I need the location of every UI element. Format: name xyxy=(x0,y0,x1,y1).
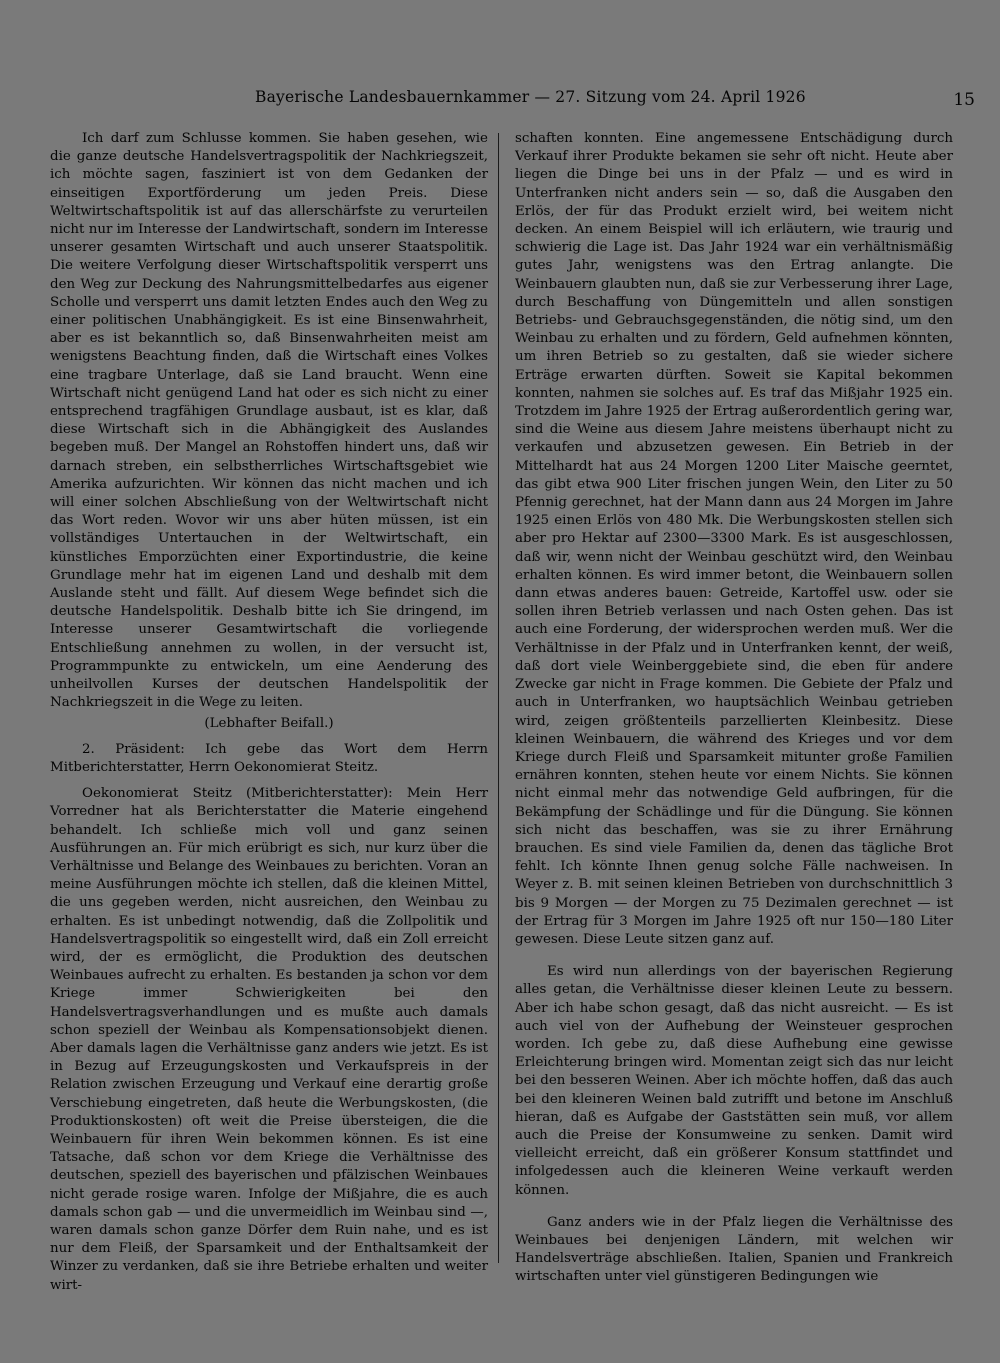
paragraph-foreign-comparison: Ganz anders wie in der Pfalz liegen die Verhältnisse des Weinbaues bei denjenigen Ländern, mit welchen wir Handelsverträge abschließen. Italien, Spanien und Frankreich wirtschaften unter viel günstigeren Bedingungen wie xyxy=(515,1214,953,1285)
paragraph-steitz-speech: Oekonomierat Steitz (Mitberichterstatter): Mein Herr Vorredner hat als Berichterstatter die Materie eingehend behandelt. Ich schließe mich voll und ganz seinen Ausführungen an. Für mich erübrigt es sich, nur kurz über die Verhältnisse und Belange des Weinbaues zu berichten. Voran an meine Ausführungen möchte ich stellen, daß die kleinen Mittel, die uns gegeben werden, nicht ausreichen, den Weinbau zu erhalten. Es ist unbedingt notwendig, daß die Zollpolitik und Handelsvertragspolitik so eingestellt wird, daß ein Zoll erreicht wird, der es ermöglicht, die Produktion des deutschen Weinbaues aufrecht zu erhalten. Es bestanden ja schon vor dem Kriege immer Schwierigkeiten bei den Handelsvertragsverhandlungen und es mußte auch damals schon speziell der Weinbau als Kompensationsobjekt dienen. Aber damals lagen die Verhältnisse ganz anders wie jetzt. Es ist in Bezug auf Erzeugungskosten und Verkaufspreis in der Relation zwischen Erzeugung und Verkauf eine derartig große Verschiebung eingetreten, daß heute die Werbungskosten, (die Produktionskosten) oft weit die Preise übersteigen, die die Weinbauern für ihren Wein bekommen können. Es ist eine Tatsache, daß schon vor dem Kriege die Verhältnisse des deutschen, speziell des bayerischen und pfälzischen Weinbaues nicht gerade rosige waren. Infolge der Mißjahre, die es auch damals schon gab — und die unvermeidlich im Weinbau sind —, waren damals schon ganze Dörfer dem Ruin nahe, und es ist nur dem Fleiß, der Sparsamkeit und der Enthaltsamkeit der Winzer zu verdanken, daß sie ihre Betriebe erhalten und weiter wirt- xyxy=(50,786,488,1293)
paragraph-trade-policy: Ich darf zum Schlusse kommen. Sie haben gesehen, wie die ganze deutsche Handelsvertragspolitik der Nachkriegszeit, ich möchte sagen, fasziniert ist von dem Gedanken der einseitigen Exportförderung um jeden Preis. Diese Weltwirtschaftspolitik ist auf das allerschärfste zu verurteilen nicht nur im Interesse der Landwirtschaft, sondern im Interesse unserer gesamten Wirtschaft und auch unserer Staatspolitik. Die weitere Verfolgung dieser Wirtschaftspolitik versperrt uns den Weg zur Deckung des Nahrungsmittelbedarfes aus eigener Scholle und versperrt uns damit letzten Endes auch den Weg zu einer politischen Unabhängigkeit. Es ist eine Binsenwahrheit, aber es ist bekanntlich so, daß Binsenwahrheiten meist am wenigstens Beachtung finden, daß die Wirtschaft eines Volkes eine tragbare Unterlage, daß sie Land braucht. Wenn eine Wirtschaft nicht genügend Land hat oder es sich nicht zu einer entsprechend tragfähigen Grundlage ausbaut, ist es klar, daß diese Wirtschaft sich in die Abhängigkeit des Auslandes begeben muß. Der Mangel an Rohstoffen hindert uns, daß wir darnach streben, ein selbstherrliches Wirtschaftsgebiet wie Amerika aufzurichten. Wir können das nicht machen und ich will einer solchen Abschließung von der Weltwirtschaft nicht das Wort reden. Wovor wir uns aber hüten müssen, ist ein vollständiges Untertauchen in der Weltwirtschaft, ein künstliches Emporzüchten einer Exportindustrie, die keine Grundlage mehr hat im eigenen Land und deshalb mit dem Auslande steht und fällt. Auf diesem Wege befindet sich die deutsche Handelspolitik. Deshalb bitte ich Sie dringend, im Interesse unserer Gesamtwirtschaft die vorliegende Entschließung annehmen zu wollen, in der versucht ist, Programmpunkte zu entwickeln, um eine Aenderung des unheilvollen Kurses der deutschen Handelspolitik der Nachkriegszeit in die Wege zu leiten. xyxy=(50,131,488,711)
applause-note: (Lebhafter Beifall.) xyxy=(204,715,334,731)
column-divider xyxy=(498,133,499,1263)
paragraph-government-measures: Es wird nun allerdings von der bayerischen Regierung alles getan, die Verhältnisse dieser kleinen Leute zu bessern. Aber ich habe schon gesagt, daß das nicht ausreicht. — Es ist auch viel von der Aufhebung der Weinsteuer gesprochen worden. Ich gebe zu, daß diese Aufhebung eine gewisse Erleichterung bringen wird. Momentan zeigt sich das nur leicht bei den besseren Weinen. Aber ich möchte hoffen, daß das auch bei den kleineren Weinen bald zutrifft und betone im Anschluß hieran, daß es Aufgabe der Gaststätten sein muß, vor allem auch die Preise der Konsumweine zu senken. Damit wird vielleicht erreicht, daß ein größerer Konsum stattfindet und infolgedessen auch die kleineren Weine verkauft werden können. xyxy=(515,964,953,1198)
right-column xyxy=(515,130,953,1287)
left-column xyxy=(50,130,488,1295)
page-number: 15 xyxy=(953,90,975,110)
running-title: Bayerische Landesbauernkammer — 27. Sitzung vom 24. April 1926 xyxy=(255,88,806,106)
page-header xyxy=(0,88,1000,118)
paragraph-president: 2. Präsident: Ich gebe das Wort dem Herrn Mitberichterstatter, Herrn Oekonomierat Steitz. xyxy=(50,741,488,775)
paragraph-wine-economics: schaften konnten. Eine angemessene Entschädigung durch Verkauf ihrer Produkte bekamen sie sehr oft nicht. Heute aber liegen die Dinge bei uns in der Pfalz — und es wird in Unterfranken nicht anders sein — so, daß die Ausgaben den Erlös, der für das Produkt erzielt wird, bei weitem nicht decken. An einem Beispiel will ich erläutern, wie traurig und schwierig die Lage ist. Das Jahr 1924 war ein verhältnismäßig gutes Jahr, wenigstens was den Ertrag anlangte. Die Weinbauern glaubten nun, daß sie zur Verbesserung ihrer Lage, durch Beschaffung von Düngemitteln und allen sonstigen Betriebs- und Gebrauchsgegenständen, die nötig sind, um den Weinbau zu erhalten und zu fördern, Geld aufnehmen könnten, um ihren Betrieb so zu gestalten, daß sie wieder sichere Erträge erwarten dürften. Soweit sie Kapital bekommen konnten, nahmen sie solches auf. Es traf das Mißjahr 1925 ein. Trotzdem im Jahre 1925 der Ertrag außerordentlich gering war, sind die Weine aus diesem Jahre meistens überhaupt nicht zu verkaufen und abzusetzen gewesen. Ein Betrieb in der Mittelhardt hat aus 24 Morgen 1200 Liter Maische geerntet, das gibt etwa 900 Liter frischen jungen Wein, den Liter zu 50 Pfennig gerechnet, hat der Mann dann aus 24 Morgen im Jahre 1925 einen Erlös von 480 Mk. Die Werbungskosten stellen sich aber pro Hektar auf 2300—3300 Mark. Es ist ausgeschlossen, daß wir, wenn nicht der Weinbau geschützt wird, den Weinbau erhalten können. Es wird immer betont, die Weinbauern sollen dann etwas anderes bauen: Getreide, Kartoffel usw. oder sie sollen ihren Betrieb verlassen und nach Osten gehen. Das ist auch eine Forderung, der widersprochen werden muß. Wer die Verhältnisse in der Pfalz und in Unterfranken kennt, der weiß, daß dort viele Weinberggebiete sind, die eben für andere Zwecke gar nicht in Frage kommen. Die Gebiete der Pfalz und auch in Unterfranken, wo hauptsächlich Weinbau getrieben wird, zeigen größtenteils parzellierten Kleinbesitz. Diese kleinen Weinbauern, die während des Krieges und vor dem Kriege durch Fleiß und Sparsamkeit mitunter große Familien ernähren konnten, stehen heute vor einem Nichts. Sie können nicht einmal mehr das notwendige Geld aufbringen, für die Bekämpfung der Schädlinge und für die Düngung. Sie können sich nicht das beschaffen, was sie zu ihrer Ernährung brauchen. Es sind viele Familien da, denen das tägliche Brot fehlt. Ich könnte Ihnen genug solche Fälle nachweisen. In Weyer z. B. mit seinen kleinen Betrieben von durchschnittlich 3 bis 9 Morgen — der Morgen zu 75 Dezimalen gerechnet — ist der Ertrag für 3 Morgen im Jahre 1925 oft nur 150—180 Liter gewesen. Diese Leute sitzen ganz auf. xyxy=(515,131,953,947)
